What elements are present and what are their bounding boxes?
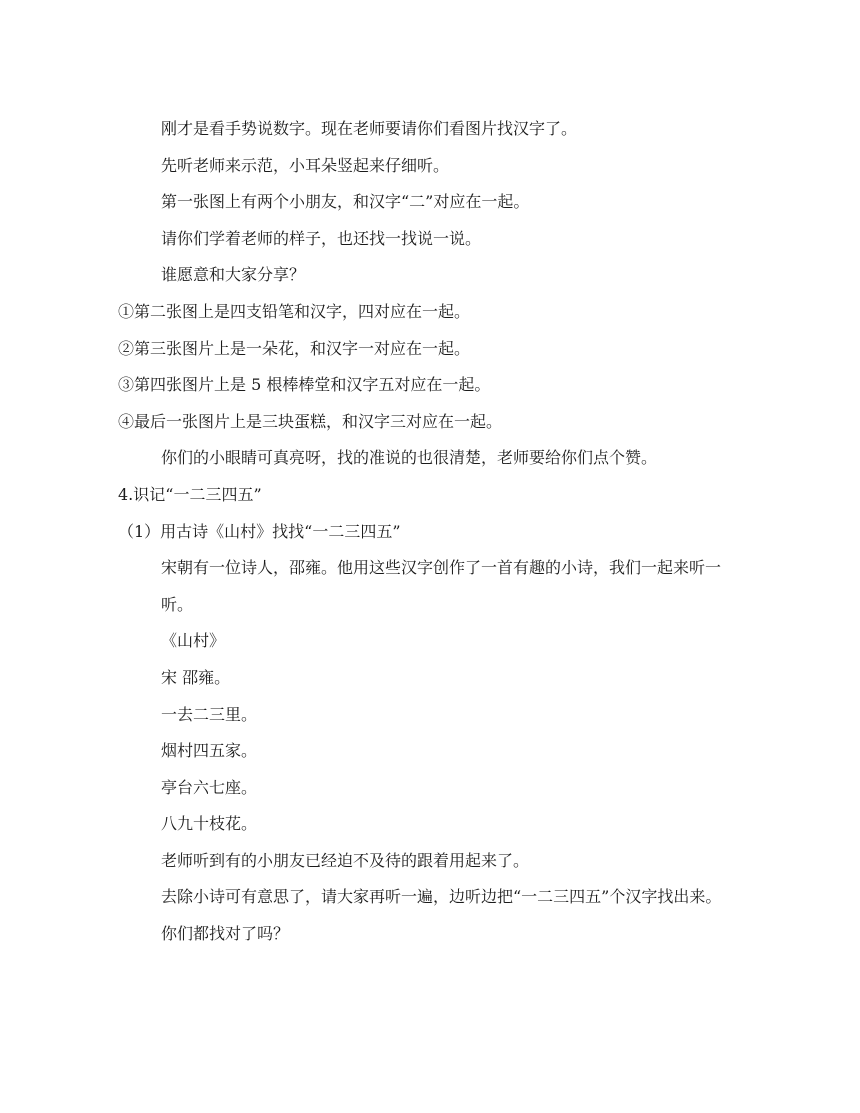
paragraph: 请你们学着老师的样子，也还找一找说一说。 xyxy=(161,228,482,248)
poem-line: 亭台六七座。 xyxy=(161,777,258,797)
section-heading: 4.识记“一二三四五” xyxy=(118,484,262,504)
paragraph: 你们的小眼睛可真亮呀，找的准说的也很清楚，老师要给你们点个赞。 xyxy=(161,448,658,468)
paragraph: 先听老师来示范，小耳朵竖起来仔细听。 xyxy=(161,155,450,175)
poem-line: 一去二三里。 xyxy=(161,704,258,724)
paragraph: 宋朝有一位诗人，邵雍。他用这些汉字创作了一首有趣的小诗，我们一起来听一听。 xyxy=(161,558,722,614)
paragraph: 谁愿意和大家分享？ xyxy=(161,265,306,285)
list-item: ③第四张图片上是 5 根棒棒堂和汉字五对应在一起。 xyxy=(118,375,491,395)
document-body xyxy=(118,111,742,953)
subsection-heading: （1）用古诗《山村》找找“一二三四五” xyxy=(118,521,401,541)
paragraph: 第一张图上有两个小朋友，和汉字“二”对应在一起。 xyxy=(161,192,530,212)
list-item: ④最后一张图片上是三块蛋糕，和汉字三对应在一起。 xyxy=(118,411,503,431)
poem-line: 烟村四五家。 xyxy=(161,741,258,761)
poem-author: 宋 邵雍。 xyxy=(161,667,231,687)
list-item: ②第三张图片上是一朵花，和汉字一对应在一起。 xyxy=(118,338,471,358)
paragraph: 刚才是看手势说数字。现在老师要请你们看图片找汉字了。 xyxy=(161,119,578,138)
poem-line: 八九十枝花。 xyxy=(161,814,258,834)
paragraph: 你们都找对了吗？ xyxy=(161,924,290,944)
paragraph: 去除小诗可有意思了，请大家再听一遍，边听边把“一二三四五”个汉字找出来。 xyxy=(161,887,722,907)
poem-title: 《山村》 xyxy=(161,631,226,651)
paragraph: 老师听到有的小朋友已经迫不及待的跟着用起来了。 xyxy=(161,850,530,870)
list-item: ①第二张图上是四支铅笔和汉字，四对应在一起。 xyxy=(118,301,471,321)
